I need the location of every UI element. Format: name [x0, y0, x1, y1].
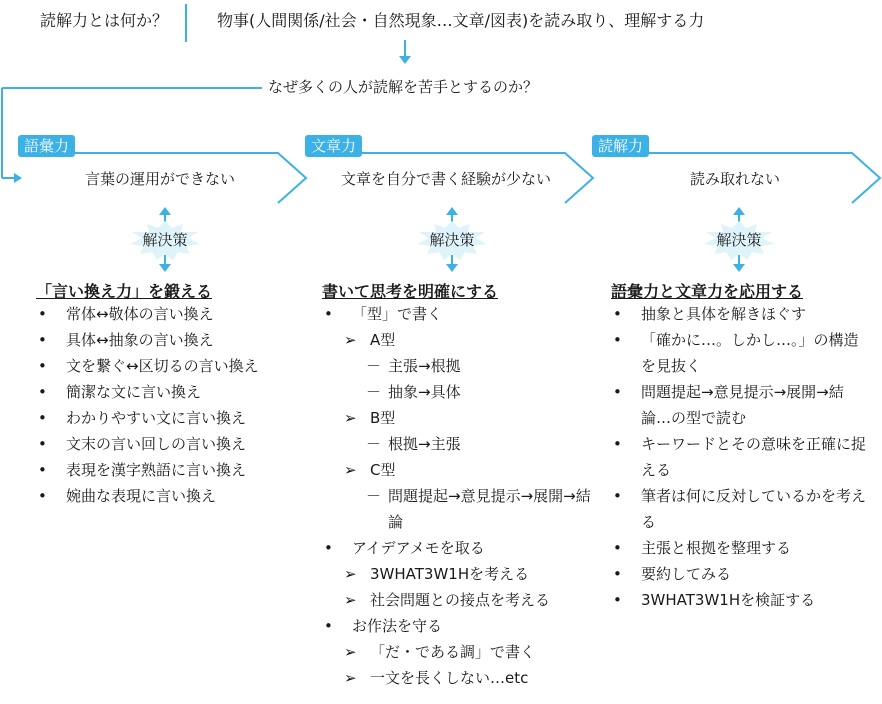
- list-item: [322, 405, 592, 431]
- section-title-reading: 語彙力と文章力を応用する: [611, 282, 804, 301]
- bullet-marker: •: [38, 331, 47, 349]
- bullet-marker: •: [324, 305, 333, 323]
- list-item: [36, 353, 298, 379]
- list-item-text: 簡潔な文に言い換え: [66, 383, 202, 401]
- list-item-text: お作法を守る: [352, 617, 443, 635]
- bullet-marker: •: [613, 487, 622, 505]
- list-item: [322, 457, 592, 483]
- list-item: [322, 431, 592, 457]
- bullet-marker: •: [613, 435, 622, 453]
- list-item-text: 「だ・である調」で書く: [370, 643, 536, 661]
- solution-label-1: 解決策: [142, 231, 188, 249]
- list-item: [322, 535, 592, 561]
- bullet-marker: －: [366, 357, 382, 375]
- list-item-text: 根拠→主張: [388, 435, 461, 453]
- bullet-marker: •: [38, 357, 47, 375]
- bullet-marker: ➢: [344, 669, 357, 687]
- list-item: [611, 379, 873, 431]
- list-item-text: 要約してみる: [641, 565, 732, 583]
- list-item-text: 婉曲な表現に言い換え: [66, 487, 217, 505]
- list-item-text: 3WHAT3W1Hを検証する: [641, 591, 816, 609]
- list-item-text: 「確かに…。しかし…。」の構造を見抜く: [641, 331, 859, 375]
- bullet-marker: •: [613, 305, 622, 323]
- tab-vocabulary: 語彙力: [18, 135, 75, 157]
- problem-reading: 読み取れない: [689, 170, 780, 188]
- solution-label-3: 解決策: [716, 231, 762, 249]
- list-item-text: 抽象と具体を解きほぐす: [641, 305, 807, 323]
- list-item: [36, 431, 298, 457]
- bullet-marker: •: [38, 383, 47, 401]
- list-item-text: 筆者は何に反対しているかを考える: [641, 487, 867, 531]
- bullet-marker: －: [366, 487, 382, 505]
- list-item: [36, 327, 298, 353]
- bullet-marker: •: [324, 539, 333, 557]
- bullet-marker: •: [324, 617, 333, 635]
- bullet-marker: •: [613, 591, 622, 609]
- list-item-text: 常体↔敬体の言い換え: [66, 305, 214, 323]
- list-item-text: 「型」で書く: [352, 305, 443, 323]
- list-item: [36, 301, 298, 327]
- bullet-marker: －: [366, 435, 382, 453]
- list-item: [611, 535, 873, 561]
- list-item-text: 主張→根拠: [388, 357, 461, 375]
- list-item: [611, 301, 873, 327]
- list-item: [322, 561, 592, 587]
- problem-writing: 文章を自分で書く経験が少ない: [340, 170, 551, 188]
- bullet-marker: ➢: [344, 409, 357, 427]
- bullet-marker: •: [613, 565, 622, 583]
- list-item-text: 問題提起→意見提示→展開→結論…の型で読む: [641, 383, 844, 427]
- down-arrow-head: [399, 56, 411, 64]
- bullet-marker: •: [38, 409, 47, 427]
- why-question: なぜ多くの人が読解を苦手とするのか？: [268, 78, 539, 96]
- list-item-text: A型: [370, 331, 396, 349]
- list-item-text: わかりやすい文に言い換え: [66, 409, 247, 427]
- list-item: [611, 483, 873, 535]
- list-item: [611, 431, 873, 483]
- list-item: [322, 301, 592, 327]
- question-title: 読解力とは何か？: [40, 11, 169, 30]
- bullet-marker: ➢: [344, 643, 357, 661]
- list-item: [322, 379, 592, 405]
- list-item: [322, 353, 592, 379]
- bullet-marker: •: [613, 331, 622, 349]
- list-item: [322, 587, 592, 613]
- bullet-marker: ➢: [344, 461, 357, 479]
- bullet-marker: •: [613, 383, 622, 401]
- list-item-text: 主張と根拠を整理する: [641, 539, 792, 557]
- list-item: [36, 405, 298, 431]
- list-item-text: 表現を漢字熟語に言い換え: [66, 461, 247, 479]
- list-item: [611, 327, 873, 379]
- tab-reading: 読解力: [592, 135, 649, 157]
- problem-vocabulary: 言葉の運用ができない: [84, 170, 235, 188]
- list-item-text: C型: [370, 461, 396, 479]
- list-item-text: 一文を長くしない…etc: [370, 669, 529, 687]
- section-title-writing: 書いて思考を明確にする: [322, 282, 499, 301]
- bullet-marker: ➢: [344, 331, 357, 349]
- list-item: [322, 613, 592, 639]
- list-item: [611, 587, 873, 613]
- list-vocabulary: [36, 301, 298, 509]
- solution-label-2: 解決策: [429, 231, 475, 249]
- list-item-text: B型: [370, 409, 396, 427]
- list-item-text: アイデアメモを取る: [352, 539, 485, 557]
- list-item-text: 抽象→具体: [388, 383, 461, 401]
- list-item-text: キーワードとその意味を正確に捉える: [641, 435, 867, 479]
- list-item-text: 文末の言い回しの言い換え: [66, 435, 247, 453]
- list-writing: [322, 301, 592, 691]
- bullet-marker: ➢: [344, 565, 357, 583]
- list-item: [322, 639, 592, 665]
- list-item-text: 具体↔抽象の言い換え: [66, 331, 214, 349]
- list-item: [322, 327, 592, 353]
- list-item: [322, 665, 592, 691]
- list-item-text: 問題提起→意見提示→展開→結論: [388, 487, 591, 531]
- bullet-marker: ➢: [344, 591, 357, 609]
- bullet-marker: •: [38, 435, 47, 453]
- list-reading: [611, 301, 873, 613]
- list-item: [36, 457, 298, 483]
- list-item: [322, 483, 592, 535]
- list-item-text: 社会問題との接点を考える: [370, 591, 551, 609]
- bullet-marker: •: [613, 539, 622, 557]
- list-item: [611, 561, 873, 587]
- bullet-marker: －: [366, 383, 382, 401]
- bullet-marker: •: [38, 461, 47, 479]
- list-item: [36, 483, 298, 509]
- section-title-vocabulary: 「言い換え力」を鍛える: [36, 282, 213, 301]
- bullet-marker: •: [38, 487, 47, 505]
- list-item: [36, 379, 298, 405]
- list-item-text: 文を繋ぐ↔区切るの言い換え: [66, 357, 259, 375]
- answer-text: 物事(人間関係/社会・自然現象…文章/図表)を読み取り、理解する力: [217, 11, 705, 30]
- tab-writing: 文章力: [305, 135, 362, 157]
- bullet-marker: •: [38, 305, 47, 323]
- list-item-text: 3WHAT3W1Hを考える: [370, 565, 530, 583]
